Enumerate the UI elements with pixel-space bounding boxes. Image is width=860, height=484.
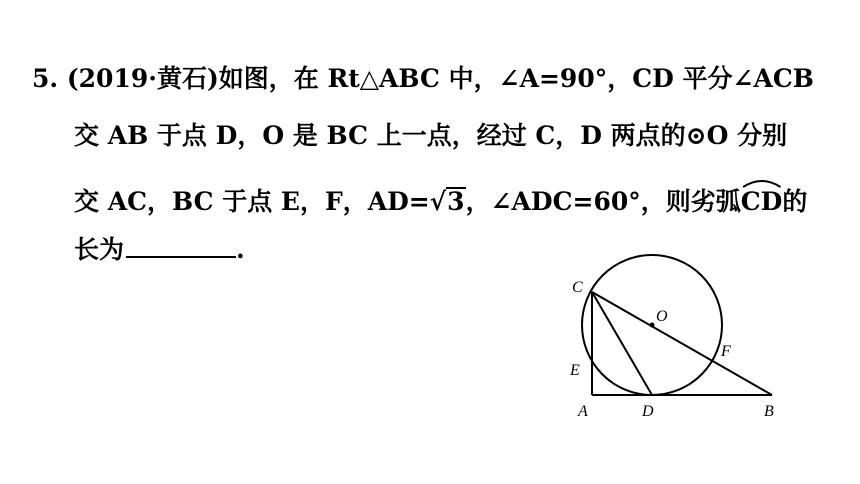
problem-line-3-before-root: 交 AC，BC 于点 E，F，AD=	[74, 187, 430, 216]
label-o: O	[656, 308, 668, 325]
problem-line-1	[32, 63, 814, 95]
label-d: D	[642, 403, 654, 420]
problem-line-2	[74, 120, 787, 152]
problem-line-4-text: 长为	[74, 235, 125, 264]
segment-cb	[592, 292, 772, 395]
label-c: C	[572, 279, 583, 296]
root-symbol: √	[429, 187, 447, 216]
label-a: A	[578, 403, 588, 420]
root-value: 3	[447, 187, 465, 216]
problem-line-4-end: .	[236, 235, 245, 264]
answer-blank[interactable]	[126, 234, 236, 258]
problem-line-3	[74, 186, 807, 218]
label-e: E	[570, 362, 580, 379]
label-b: B	[764, 403, 774, 420]
minor-arc-letters: CD	[740, 187, 783, 216]
problem-line-3-after-root: ，∠ADC=60°，则劣弧	[465, 187, 741, 216]
segment-cd	[592, 292, 652, 395]
label-f: F	[721, 343, 731, 360]
problem-number: 5.	[32, 64, 59, 93]
problem-line-4	[74, 234, 245, 266]
problem-line-2-text: 交 AB 于点 D，O 是 BC 上一点，经过 C，D 两点的⊙O 分别	[74, 121, 788, 150]
arc-mark-icon	[741, 178, 783, 188]
problem-source: (2019·黄石)	[66, 64, 219, 93]
problem-line-1-text: 如图，在 Rt△ABC 中，∠A=90°，CD 平分∠ACB	[218, 64, 814, 93]
point-o	[650, 323, 655, 328]
minor-arc-label	[741, 186, 783, 218]
problem-line-3-end: 的	[782, 187, 808, 216]
geometry-figure	[560, 252, 800, 432]
